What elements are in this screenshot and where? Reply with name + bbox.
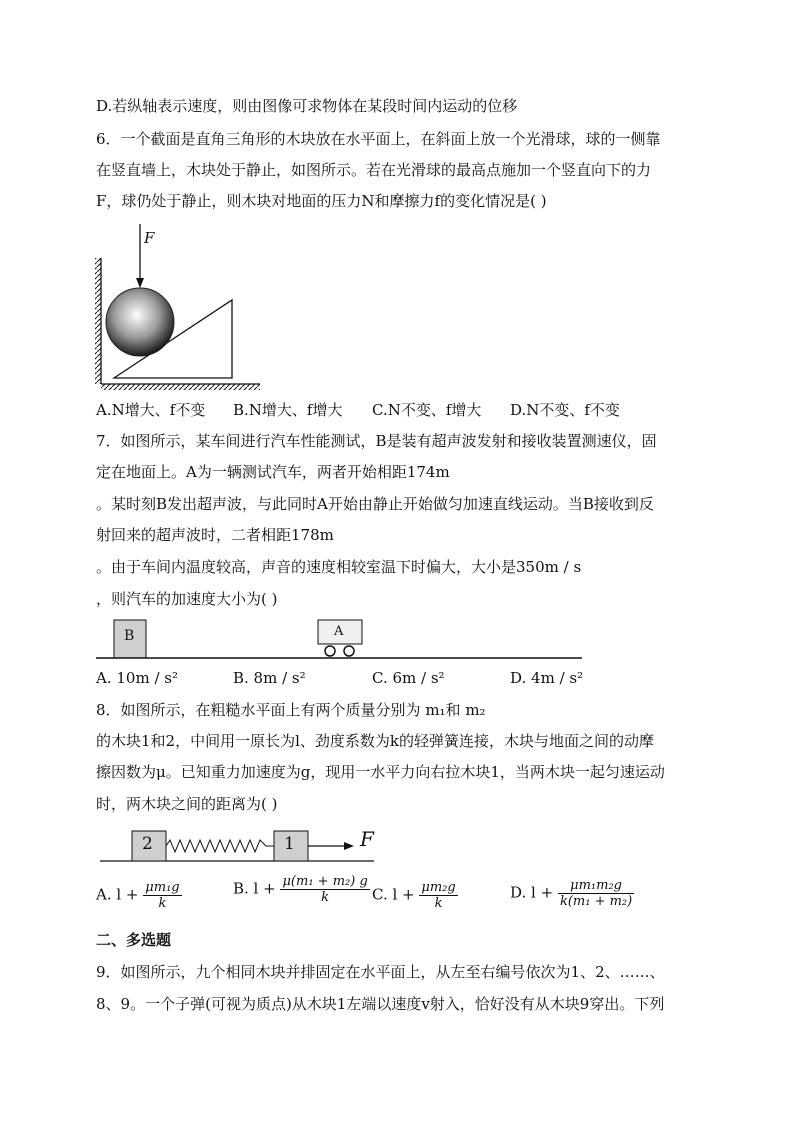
q8-option-b-denominator: k: [321, 890, 330, 905]
q7-option-b: B. 8m / s²: [233, 669, 306, 687]
ground-hatch: [101, 384, 260, 390]
q8-option-a-denominator: k: [158, 896, 167, 911]
q7-stem-line-1: 7．如图所示，某车间进行汽车性能测试，B是装有超声波发射和接收装置测速仪，固: [96, 432, 657, 450]
car-a-wheel-left: [325, 646, 335, 656]
section-title-multiple-choice: 二、多选题: [96, 931, 172, 949]
q8-option-c-fraction: [419, 880, 457, 911]
q6-stem-line-2: 在竖直墙上，木块处于静止，如图所示。若在光滑球的最高点施加一个竖直向下的力: [96, 161, 652, 179]
q5-option-d: D.若纵轴表示速度，则由图像可求物体在某段时间内运动的位移: [96, 97, 518, 115]
q7-label-a: A: [334, 624, 344, 639]
q8-option-d-denominator: k(m₁ + m₂): [559, 894, 633, 909]
q9-stem-line-1: 9．如图所示，九个相同木块并排固定在水平面上，从左至右编号依次为1、2、……、: [96, 963, 665, 981]
q8-option-a-fraction: [143, 880, 181, 911]
q6-option-a: A.N增大、f不变: [96, 401, 206, 419]
q7-stem-line-3: 。某时刻B发出超声波，与此同时A开始由静止开始做匀加速直线运动。当B接收到反: [96, 495, 654, 513]
wall-hatch: [95, 258, 101, 384]
ball: [106, 288, 174, 356]
q8-option-b-prefix: B. l +: [233, 879, 276, 898]
q6-option-d: D.N不变、f不变: [510, 401, 620, 419]
q7-stem-line-6: ，则汽车的加速度大小为( ): [96, 590, 278, 608]
q8-option-d-numerator: μm₁m₂g: [558, 878, 634, 894]
q8-block-2-label: 2: [142, 834, 153, 854]
q8-stem-line-2: 的木块1和2，中间用一原长为l、劲度系数为k的轻弹簧连接，木块与地面之间的动摩: [96, 732, 654, 750]
q7-stem-line-5: 。由于车间内温度较高，声音的速度相较室温下时偏大，大小是350m / s: [96, 558, 582, 576]
spring: [166, 840, 274, 852]
q7-stem-line-2: 定在地面上。A为一辆测试汽车，两者开始相距174m: [96, 463, 450, 481]
q8-option-b-fraction: [280, 874, 369, 905]
q8-stem-line-3: 擦因数为μ。已知重力加速度为g，现用一水平力向右拉木块1，当两木块一起匀速运动: [96, 763, 665, 781]
q6-option-c: C.N不变、f增大: [372, 401, 482, 419]
q7-option-a: A. 10m / s²: [96, 669, 178, 687]
q8-option-d-fraction: [558, 878, 634, 909]
q8-stem-line-4: 时，两木块之间的距离为( ): [96, 795, 278, 813]
q8-option-a-prefix: A. l +: [96, 885, 139, 904]
q8-option-c-prefix: C. l +: [372, 885, 415, 904]
pull-arrow-head: [344, 842, 354, 850]
q7-stem-line-4: 射回来的超声波时，二者相距178m: [96, 526, 334, 544]
q6-option-b: B.N增大、f增大: [233, 401, 343, 419]
q8-option-c: [372, 880, 458, 911]
q7-option-c: C. 6m / s²: [372, 669, 445, 687]
q6-stem-line-1: 6．一个截面是直角三角形的木块放在水平面上，在斜面上放一个光滑球，球的一侧靠: [96, 130, 661, 148]
q8-force-label: F: [360, 827, 374, 851]
q7-option-d: D. 4m / s²: [510, 669, 584, 687]
car-a-wheel-right: [344, 646, 354, 656]
q9-stem-line-2: 8、9。一个子弹(可视为质点)从木块1左端以速度v射入，恰好没有从木块9穿出。下列: [96, 995, 665, 1013]
q8-option-a: [96, 880, 182, 911]
force-arrow-head: [136, 278, 144, 288]
q8-option-c-denominator: k: [434, 896, 443, 911]
q8-stem-line-1: 8．如图所示，在粗糙水平面上有两个质量分别为 m₁和 m₂: [96, 701, 486, 719]
q8-block-1-label: 1: [284, 834, 295, 854]
q8-option-a-numerator: μm₁g: [145, 880, 180, 895]
q6-stem-line-3: F，球仍处于静止，则木块对地面的压力N和摩擦力f的变化情况是( ): [96, 192, 547, 210]
q8-option-d: [510, 878, 634, 909]
q8-option-b-numerator: μ(m₁ + m₂) g: [282, 874, 368, 889]
q8-option-b: [233, 874, 370, 905]
q8-figure-spring-blocks: [96, 826, 386, 866]
q7-label-b: B: [124, 628, 135, 644]
q8-option-d-prefix: D. l +: [510, 883, 554, 902]
q6-force-label: F: [144, 229, 155, 247]
q8-option-c-numerator: μm₂g: [421, 880, 456, 895]
q6-figure-ball-wedge: [92, 222, 272, 392]
